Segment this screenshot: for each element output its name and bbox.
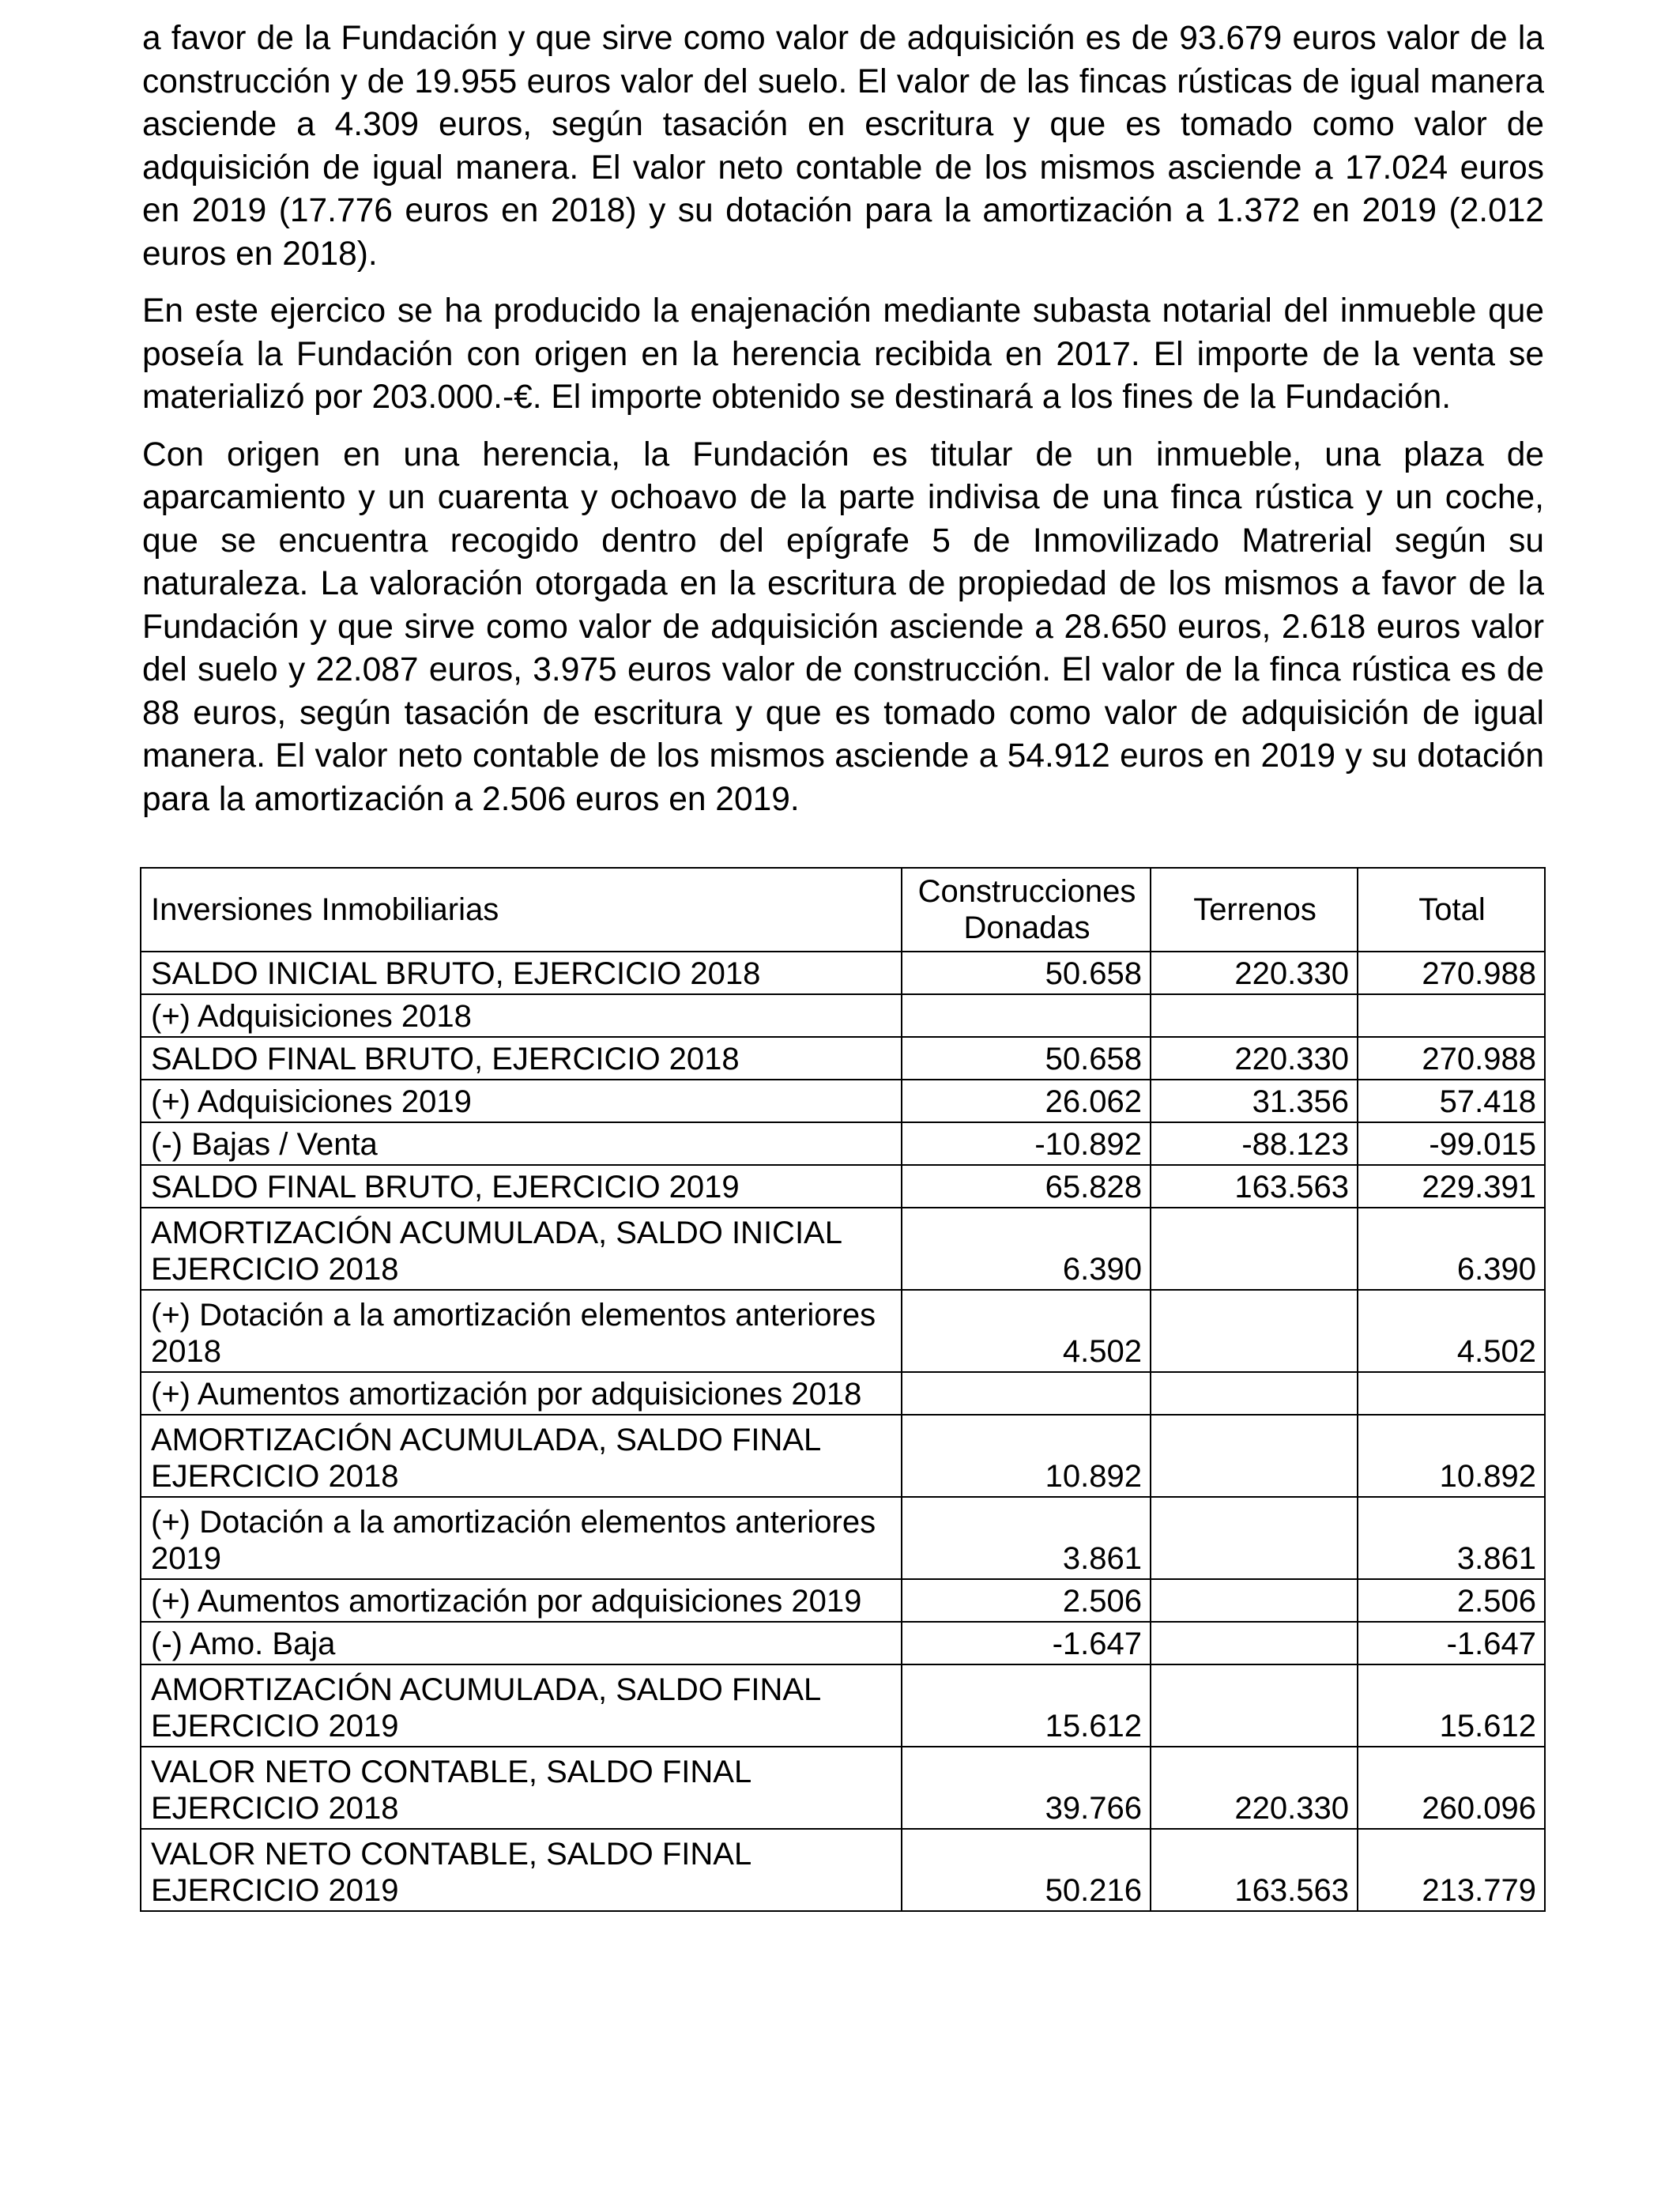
table-row [141,1037,1545,1080]
row-label: AMORTIZACIÓN ACUMULADA, SALDO FINAL EJERCICIO 2019 [141,1664,902,1747]
cell-construcciones: 6.390 [902,1208,1151,1290]
cell-terrenos: 31.356 [1151,1080,1358,1122]
cell-terrenos [1151,1290,1358,1372]
cell-construcciones: 50.658 [902,1037,1151,1080]
table-row [141,1497,1545,1579]
table-row [141,1415,1545,1497]
cell-terrenos: 163.563 [1151,1829,1358,1911]
cell-total [1358,994,1545,1037]
table-row [141,1579,1545,1622]
header-total: Total [1358,868,1545,952]
table-row [141,1622,1545,1664]
cell-total: 4.502 [1358,1290,1545,1372]
cell-terrenos: 220.330 [1151,1747,1358,1829]
cell-total: 229.391 [1358,1165,1545,1208]
cell-construcciones [902,994,1151,1037]
cell-terrenos [1151,994,1358,1037]
cell-construcciones: 3.861 [902,1497,1151,1579]
row-label: (+) Aumentos amortización por adquisiciones 2019 [141,1579,902,1622]
cell-total: 213.779 [1358,1829,1545,1911]
table-row [141,1747,1545,1829]
cell-construcciones: 39.766 [902,1747,1151,1829]
table-row [141,1208,1545,1290]
table-row [141,1372,1545,1415]
row-label: (-) Amo. Baja [141,1622,902,1664]
cell-terrenos [1151,1415,1358,1497]
row-label: (+) Aumentos amortización por adquisiciones 2018 [141,1372,902,1415]
table-row [141,1290,1545,1372]
cell-terrenos [1151,1622,1358,1664]
investments-table-body [141,868,1545,1911]
cell-total: 270.988 [1358,952,1545,994]
cell-total: 10.892 [1358,1415,1545,1497]
cell-construcciones: -10.892 [902,1122,1151,1165]
cell-construcciones: -1.647 [902,1622,1151,1664]
row-label: SALDO INICIAL BRUTO, EJERCICIO 2018 [141,952,902,994]
document-body [142,17,1544,835]
row-label: (+) Adquisiciones 2019 [141,1080,902,1122]
cell-terrenos [1151,1208,1358,1290]
table-row [141,1664,1545,1747]
table-row [141,1080,1545,1122]
cell-total [1358,1372,1545,1415]
cell-terrenos [1151,1372,1358,1415]
cell-terrenos: 163.563 [1151,1165,1358,1208]
cell-total: 6.390 [1358,1208,1545,1290]
cell-construcciones: 4.502 [902,1290,1151,1372]
cell-total: 57.418 [1358,1080,1545,1122]
cell-total: 3.861 [1358,1497,1545,1579]
cell-terrenos [1151,1664,1358,1747]
table-header-row [141,868,1545,952]
cell-construcciones: 26.062 [902,1080,1151,1122]
cell-construcciones: 50.216 [902,1829,1151,1911]
header-concept: Inversiones Inmobiliarias [141,868,902,952]
row-label: VALOR NETO CONTABLE, SALDO FINAL EJERCICIO 2019 [141,1829,902,1911]
cell-total: 15.612 [1358,1664,1545,1747]
row-label: VALOR NETO CONTABLE, SALDO FINAL EJERCICIO 2018 [141,1747,902,1829]
cell-construcciones: 65.828 [902,1165,1151,1208]
cell-total: 270.988 [1358,1037,1545,1080]
table-row [141,952,1545,994]
paragraph-inheritance: Con origen en una herencia, la Fundación es titular de un inmueble, una plaza de aparcamiento y un cuarenta y ochoavo de la parte indivisa de una finca rústica y un coche, que se encuentra recogido dentro del epígrafe 5 de Inmovilizado Matrerial según su naturaleza. La valoración otorgada en la escritura de propiedad de los mismos a favor de la Fundación y que sirve como valor de adquisición asciende a 28.650 euros, 2.618 euros valor del suelo y 22.087 euros, 3.975 euros valor de construcción. El valor de la finca rústica es de 88 euros, según tasación de escritura y que es tomado como valor de adquisición de igual manera. El valor neto contable de los mismos asciende a 54.912 euros en 2019 y su dotación para la amortización a 2.506 euros en 2019. [142,435,1544,818]
table-row [141,994,1545,1037]
table-row [141,1122,1545,1165]
cell-terrenos [1151,1579,1358,1622]
cell-terrenos [1151,1497,1358,1579]
row-label: AMORTIZACIÓN ACUMULADA, SALDO FINAL EJERCICIO 2018 [141,1415,902,1497]
cell-total: 2.506 [1358,1579,1545,1622]
cell-construcciones: 10.892 [902,1415,1151,1497]
table-row [141,1829,1545,1911]
row-label: (-) Bajas / Venta [141,1122,902,1165]
cell-construcciones: 2.506 [902,1579,1151,1622]
investments-table [140,867,1546,1912]
header-terrenos: Terrenos [1151,868,1358,952]
cell-construcciones: 50.658 [902,952,1151,994]
cell-total: 260.096 [1358,1747,1545,1829]
paragraph-valuation: a favor de la Fundación y que sirve como valor de adquisición es de 93.679 euros valor de la construcción y de 19.955 euros valor del suelo. El valor de las fincas rústicas de igual manera asciende a 4.309 euros, según tasación en escritura y que es tomado como valor de adquisición de igual manera. El valor neto contable de los mismos asciende a 17.024 euros en 2019 (17.776 euros en 2018) y su dotación para la amortización a 1.372 en 2019 (2.012 euros en 2018). [142,20,1544,273]
table-row [141,1165,1545,1208]
row-label: SALDO FINAL BRUTO, EJERCICIO 2018 [141,1037,902,1080]
paragraph-sale: En este ejercico se ha producido la enajenación mediante subasta notarial del inmueble que poseía la Fundación con origen en la herencia recibida en 2017. El importe de la venta se materializó por 203.000.-€. El importe obtenido se destinará a los fines de la Fundación. [142,292,1544,416]
cell-terrenos: 220.330 [1151,1037,1358,1080]
row-label: AMORTIZACIÓN ACUMULADA, SALDO INICIAL EJERCICIO 2018 [141,1208,902,1290]
cell-construcciones [902,1372,1151,1415]
row-label: (+) Adquisiciones 2018 [141,994,902,1037]
cell-construcciones: 15.612 [902,1664,1151,1747]
cell-terrenos: 220.330 [1151,952,1358,994]
cell-total: -1.647 [1358,1622,1545,1664]
row-label: (+) Dotación a la amortización elementos anteriores 2019 [141,1497,902,1579]
row-label: SALDO FINAL BRUTO, EJERCICIO 2019 [141,1165,902,1208]
cell-terrenos: -88.123 [1151,1122,1358,1165]
cell-total: -99.015 [1358,1122,1545,1165]
row-label: (+) Dotación a la amortización elementos anteriores 2018 [141,1290,902,1372]
header-construcciones: Construcciones Donadas [902,868,1151,952]
